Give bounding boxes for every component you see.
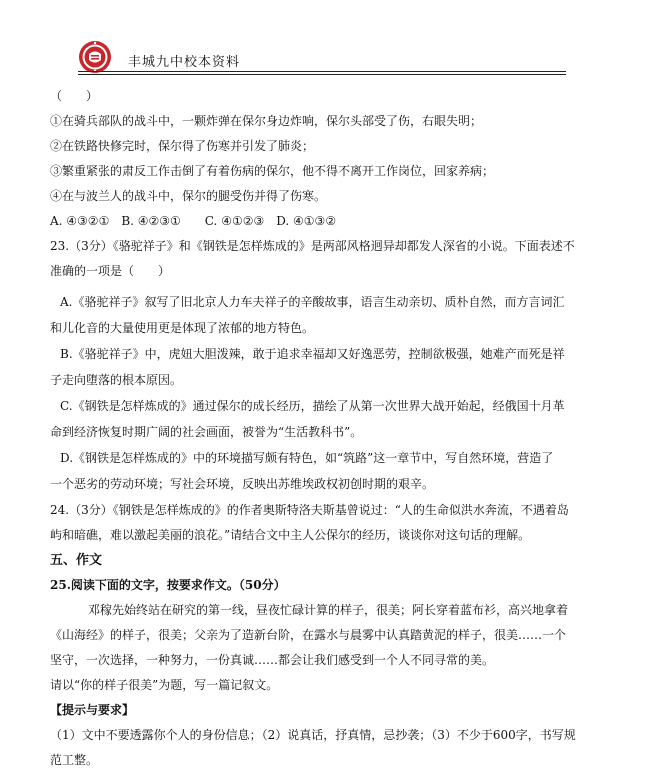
school-name: 丰城九中校本资料: [128, 55, 241, 70]
q25-paragraph-line1: 邓稼先始终站在研究的第一线，昼夜忙碌计算的样子，很美；阿长穿着蓝布衫，高兴地拿着: [88, 603, 569, 617]
document-body: [50, 84, 584, 773]
q25-paragraph-line2: 《山海经》的样子，很美；父亲为了造新台阶，在露水与晨雾中认真踏黄泥的样子，很美……一个: [50, 628, 567, 642]
q24-line1: 24.（3分）《钢铁是怎样炼成的》的作者奥斯特洛夫斯基曾说过：“人的生命似洪水奔流，不遇着岛: [50, 503, 569, 517]
header-rule-bottom: [78, 74, 566, 75]
header-rule-top: [78, 71, 566, 72]
q24-line2: 屿和暗礁，难以激起美丽的浪花。”请结合文中主人公保尔的经历，谈谈你对这句话的理解。: [50, 528, 531, 542]
school-seal-icon: [78, 40, 112, 74]
section-title: 五、作文: [50, 553, 103, 568]
tips-line2: 范工整。: [50, 753, 99, 767]
option-3: ③繁重紧张的肃反工作击倒了有着伤病的保尔，他不得不离开工作岗位，回家养病；: [50, 164, 495, 178]
q23-option-b-line2: 子走向堕落的根本原因。: [50, 373, 183, 387]
q23-stem-line2: 准确的一项是（ ）: [50, 264, 171, 278]
option-4: ④在与波兰人的战斗中，保尔的腿受伤并得了伤寒。: [50, 189, 327, 203]
q25-paragraph-line3: 坚守，一次选择，一种努力，一份真诚……都会让我们感受到一个人不同寻常的美。: [50, 653, 495, 667]
q23-stem-line1: 23.（3分）《骆驼祥子》和《钢铁是怎样炼成的》是两部风格迥异却都发人深省的小说。下面表述不: [50, 239, 575, 253]
q23-option-a-line2: 和儿化音的大量使用更是体现了浓郁的地方特色。: [50, 321, 315, 335]
q23-option-d-line1: D.《钢铁是怎样炼成的》中的环境描写颇有特色，如“筑路”这一章节中，写自然环境，营造了: [60, 451, 554, 465]
q23-option-b-line1: B.《骆驼祥子》中，虎妞大胆泼辣，敢于追求幸福却又好逸恶劳，控制欲极强，她难产而死是祥: [60, 347, 565, 361]
option-1: ①在骑兵部队的战斗中，一颗炸弹在保尔身边炸响，保尔头部受了伤，右眼失明；: [50, 114, 483, 128]
q23-option-c-line2: 命到经济恢复时期广阔的社会画面，被誉为“生活教科书”。: [50, 425, 363, 439]
page-header: [78, 40, 566, 80]
answer-blank: （ ）: [50, 89, 99, 103]
q25-title: 25.阅读下面的文字，按要求作文。（50分）: [50, 578, 286, 592]
option-2: ②在铁路快修完时，保尔得了伤寒并引发了肺炎；: [50, 139, 315, 153]
q25-prompt: 请以“你的样子很美”为题，写一篇记叙文。: [50, 678, 279, 692]
q23-option-c-line1: C.《钢铁是怎样炼成的》通过保尔的成长经历，描绘了从第一次世界大战开始起，经俄国十月革: [60, 399, 565, 413]
tips-title: 【提示与要求】: [50, 703, 135, 717]
tips-line1: （1）文中不要透露你个人的身份信息；（2）说真话，抒真情，忌抄袭；（3）不少于600字，书写规: [50, 728, 576, 742]
choices-row: A. ④③②① B. ④②③① C. ④①②③ D. ④①③②: [50, 214, 337, 228]
q23-option-d-line2: 一个恶劣的劳动环境；写社会环境，反映出苏维埃政权初创时期的艰辛。: [50, 477, 435, 491]
q23-option-a-line1: A.《骆驼祥子》叙写了旧北京人力车夫祥子的辛酸故事，语言生动亲切、质朴自然，而方言词汇: [60, 295, 565, 309]
